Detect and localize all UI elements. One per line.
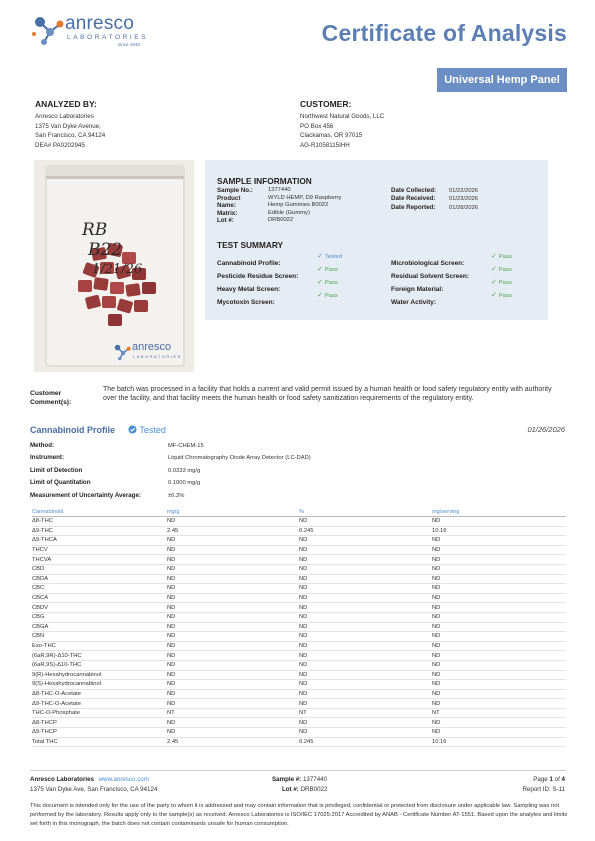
table-row bbox=[32, 526, 566, 536]
table-cell: ND bbox=[299, 612, 432, 622]
table-row bbox=[32, 584, 566, 594]
check-circle-icon: ✓ bbox=[317, 253, 323, 260]
table-cell: CBC bbox=[32, 584, 167, 594]
customer-line: Clackamas, OR 97015 bbox=[300, 132, 363, 140]
footer-lab-name: Anresco Laboratories bbox=[30, 776, 94, 783]
status-text: Pass bbox=[324, 267, 338, 273]
table-cell: ND bbox=[299, 564, 432, 574]
cannabinoid-profile-title: Cannabinoid Profile bbox=[30, 425, 116, 435]
table-row bbox=[32, 737, 566, 747]
customer-heading: CUSTOMER: bbox=[300, 99, 352, 109]
table-cell: ND bbox=[299, 545, 432, 555]
table-cell: Δ9-THC-O-Acetate bbox=[32, 699, 167, 709]
watermark-molecule-icon bbox=[112, 342, 132, 362]
tested-text: Tested bbox=[139, 425, 166, 435]
date-reported-label: Date Reported: bbox=[391, 203, 436, 211]
footer-website-link[interactable]: www.anresco.com bbox=[98, 776, 149, 783]
document-title: Certificate of Analysis bbox=[321, 20, 567, 46]
check-icon: ✓ bbox=[317, 266, 323, 273]
table-row bbox=[32, 536, 566, 546]
panel-badge: Universal Hemp Panel bbox=[437, 68, 567, 92]
test-label: Cannabinoid Profile: bbox=[217, 260, 281, 267]
footer-lot-label: Lot #: bbox=[282, 786, 299, 793]
table-cell: ND bbox=[167, 660, 299, 670]
table-row bbox=[32, 708, 566, 718]
table-cell: ND bbox=[167, 622, 299, 632]
lot-value: DRB0022 bbox=[268, 217, 294, 224]
table-row bbox=[32, 564, 566, 574]
test-summary-row bbox=[391, 252, 541, 265]
table-cell: ND bbox=[167, 593, 299, 603]
table-row bbox=[32, 718, 566, 728]
table-cell: ND bbox=[432, 536, 566, 546]
table-cell: ND bbox=[299, 660, 432, 670]
table-cell: CBD bbox=[32, 564, 167, 574]
table-cell: NT bbox=[167, 708, 299, 718]
test-status bbox=[317, 252, 342, 260]
customer-line: PO Box 456 bbox=[300, 122, 334, 130]
method-label: Method: bbox=[30, 442, 55, 449]
table-cell: ND bbox=[432, 564, 566, 574]
table-cell: ND bbox=[432, 632, 566, 642]
sample-no-value: 1377440 bbox=[268, 187, 291, 193]
customer-block bbox=[300, 99, 500, 150]
table-cell: (6aR,9R)-Δ10-THC bbox=[32, 651, 167, 661]
table-cell: ND bbox=[299, 555, 432, 565]
table-cell: THCV bbox=[32, 545, 167, 555]
name-value: Hemp Gummies B0022 bbox=[268, 202, 329, 209]
footer-page bbox=[533, 776, 565, 783]
test-summary-row bbox=[391, 291, 541, 304]
table-cell: ND bbox=[432, 641, 566, 651]
table-cell: THCVA bbox=[32, 555, 167, 565]
sample-info-values bbox=[268, 187, 341, 225]
table-row bbox=[32, 622, 566, 632]
table-cell: Δ9-THCA bbox=[32, 536, 167, 546]
footer-lot bbox=[282, 786, 327, 793]
customer-comments-label: Customer Comment(s): bbox=[30, 390, 72, 406]
table-cell: ND bbox=[432, 651, 566, 661]
logo-molecule-icon bbox=[30, 12, 66, 48]
table-cell: ND bbox=[299, 593, 432, 603]
status-text: Pass bbox=[498, 254, 512, 260]
table-cell: Δ8-THC-O-Acetate bbox=[32, 689, 167, 699]
footer-sample bbox=[272, 776, 327, 783]
analyzed-by-block bbox=[35, 99, 235, 150]
table-cell: ND bbox=[167, 728, 299, 738]
status-text: Pass bbox=[498, 293, 512, 299]
table-cell: ND bbox=[167, 517, 299, 527]
test-summary-left bbox=[217, 252, 387, 304]
handwriting-line: 1/21/26 bbox=[92, 262, 143, 277]
test-label: Heavy Metal Screen: bbox=[217, 286, 281, 293]
mu-value: ±6.3% bbox=[168, 492, 185, 499]
customer-line: Northwest Natural Goods, LLC bbox=[300, 113, 385, 120]
status-text: Pass bbox=[324, 293, 338, 299]
logo-wordmark: anresco bbox=[65, 13, 134, 34]
table-cell: CBDV bbox=[32, 603, 167, 613]
table-cell: ND bbox=[299, 584, 432, 594]
table-cell: THC-O-Phosphate bbox=[32, 708, 167, 718]
table-cell: (6aR,9S)-Δ10-THC bbox=[32, 660, 167, 670]
table-cell: 9(R)-Hexahydrocannabinol bbox=[32, 670, 167, 680]
table-cell: ND bbox=[167, 718, 299, 728]
table-cell: ND bbox=[167, 612, 299, 622]
check-icon: ✓ bbox=[491, 266, 497, 273]
lod-label: Limit of Detection bbox=[30, 466, 83, 474]
table-cell: 9(S)-Hexahydrocannabinol bbox=[32, 680, 167, 690]
footer-divider bbox=[30, 770, 566, 771]
column-header: mg/g bbox=[167, 507, 299, 517]
table-cell: ND bbox=[299, 689, 432, 699]
column-header: % bbox=[299, 507, 432, 517]
status-text: Pass bbox=[324, 280, 338, 286]
instrument-value: Liquid Chromatography Diode Array Detector (LC-DAD) bbox=[168, 455, 311, 462]
table-cell: CBCA bbox=[32, 593, 167, 603]
page-total: 4 bbox=[561, 776, 565, 783]
test-summary-row bbox=[217, 291, 387, 304]
table-row bbox=[32, 670, 566, 680]
table-row bbox=[32, 555, 566, 565]
test-status bbox=[491, 252, 512, 260]
table-cell: ND bbox=[432, 689, 566, 699]
matrix-label: Matrix: bbox=[217, 209, 238, 217]
test-summary-row bbox=[217, 265, 387, 278]
table-cell: Δ8-THC bbox=[32, 517, 167, 527]
loq-label: Limit of Quantitation bbox=[30, 479, 91, 487]
table-cell: ND bbox=[432, 574, 566, 584]
table-cell: ND bbox=[432, 517, 566, 527]
date-received-value: 01/23/2026 bbox=[449, 196, 479, 203]
customer-comments-text: The batch was processed in a facility that holds a current and valid permit issued by a human health or food safety regulatory entity with authority over the facility, and that facility meets the human health or food safety sanitization requirements of the regulatory entity. bbox=[103, 386, 552, 403]
test-status bbox=[317, 265, 338, 273]
table-cell: ND bbox=[299, 574, 432, 584]
test-summary-row bbox=[391, 265, 541, 278]
footer-lab bbox=[30, 776, 149, 783]
table-row bbox=[32, 680, 566, 690]
method-value: MF-CHEM-15 bbox=[168, 443, 204, 449]
page-number: 1 bbox=[549, 776, 553, 783]
table-cell: ND bbox=[299, 641, 432, 651]
instrument-label: Instrument: bbox=[30, 454, 65, 462]
status-text: Pass bbox=[498, 280, 512, 286]
photo-watermark-logo bbox=[112, 340, 190, 366]
test-label: Water Activity: bbox=[391, 299, 437, 306]
logo-since: since 1943 bbox=[118, 42, 140, 47]
table-cell: 10.16 bbox=[432, 737, 566, 747]
table-cell: ND bbox=[299, 670, 432, 680]
cannabinoid-results-table bbox=[32, 507, 566, 747]
watermark-sub: LABORATORIES bbox=[133, 354, 182, 359]
handwriting-line: RB bbox=[82, 220, 108, 240]
table-cell: ND bbox=[167, 651, 299, 661]
test-label: Pesticide Residue Screen: bbox=[217, 273, 299, 280]
table-cell: ND bbox=[432, 728, 566, 738]
table-cell: ND bbox=[432, 718, 566, 728]
table-cell: ND bbox=[299, 536, 432, 546]
test-summary-right bbox=[391, 252, 541, 304]
check-icon: ✓ bbox=[317, 279, 323, 286]
table-row bbox=[32, 641, 566, 651]
status-text: Tested bbox=[324, 254, 342, 260]
table-row bbox=[32, 593, 566, 603]
table-row bbox=[32, 545, 566, 555]
table-cell: ND bbox=[167, 632, 299, 642]
page-prefix: Page bbox=[533, 776, 548, 783]
method-labels bbox=[30, 440, 141, 502]
footer-sample-label: Sample #: bbox=[272, 776, 302, 783]
table-cell: NT bbox=[299, 708, 432, 718]
table-cell: ND bbox=[432, 660, 566, 670]
date-reported-value: 01/28/2026 bbox=[449, 204, 479, 211]
footer-report-id: Report ID: S-11 bbox=[522, 786, 565, 793]
footer-lot-value: DRB0022 bbox=[300, 786, 328, 793]
table-cell: 2.45 bbox=[167, 737, 299, 747]
test-label: Microbiological Screen: bbox=[391, 260, 465, 267]
table-cell: ND bbox=[167, 536, 299, 546]
table-cell: ND bbox=[299, 699, 432, 709]
matrix-value: Edible (Gummy) bbox=[268, 209, 310, 216]
table-cell: CBGA bbox=[32, 622, 167, 632]
table-cell: 10.16 bbox=[432, 526, 566, 536]
table-cell: ND bbox=[167, 699, 299, 709]
lot-label: Lot #: bbox=[217, 217, 234, 225]
table-cell: 0.245 bbox=[299, 526, 432, 536]
footer-disclaimer: This document is intended only for the use of the party to whom it is addressed and may contain information that is privileged, confidential or protected from disclosure under applicable law. Sampling was not performed by the laboratory. Results apply only to the sample(s) as received. Anresco Laboratories is ISO/IEC 17025:2017 Accredited by ANAB - Certificate Number AT-1551. Based upon the analytes and limits set forth in this monograph, the batch does not contain contaminants unsafe for human consumption. bbox=[30, 803, 568, 827]
table-cell: ND bbox=[432, 545, 566, 555]
table-cell: ND bbox=[167, 641, 299, 651]
dates-values bbox=[449, 187, 478, 212]
test-status bbox=[491, 291, 512, 299]
table-cell: ND bbox=[167, 564, 299, 574]
table-cell: ND bbox=[299, 632, 432, 642]
bag-handwriting bbox=[82, 220, 142, 280]
test-label: Foreign Material: bbox=[391, 286, 444, 293]
table-cell: ND bbox=[167, 680, 299, 690]
table-cell: ND bbox=[167, 670, 299, 680]
sample-no-label: Sample No.: bbox=[217, 187, 253, 194]
analyzed-by-heading: ANALYZED BY: bbox=[35, 99, 97, 109]
test-summary-heading: TEST SUMMARY bbox=[217, 240, 284, 250]
sample-info-labels bbox=[217, 187, 253, 225]
analyzed-by-lines bbox=[35, 112, 235, 150]
table-cell: ND bbox=[299, 680, 432, 690]
product-label: Product bbox=[217, 194, 241, 202]
table-cell: ND bbox=[432, 584, 566, 594]
test-summary-row bbox=[217, 252, 387, 265]
page-of: of bbox=[554, 776, 560, 783]
product-value: WYLD HEMP, D9 Raspberry bbox=[268, 194, 342, 201]
date-received-label: Date Received: bbox=[391, 195, 436, 203]
watermark-word: anresco bbox=[132, 341, 172, 353]
table-row bbox=[32, 517, 566, 527]
analyzed-by-line: 1375 Van Dyke Avenue, bbox=[35, 122, 101, 130]
table-row bbox=[32, 660, 566, 670]
table-cell: ND bbox=[432, 670, 566, 680]
test-status bbox=[491, 265, 512, 273]
table-cell: Δ9-THC bbox=[32, 526, 167, 536]
test-label: Residual Solvent Screen: bbox=[391, 273, 470, 280]
table-cell: CBN bbox=[32, 632, 167, 642]
table-cell: ND bbox=[299, 603, 432, 613]
table-cell: 0.245 bbox=[299, 737, 432, 747]
table-cell: ND bbox=[432, 593, 566, 603]
table-row bbox=[32, 689, 566, 699]
table-row bbox=[32, 612, 566, 622]
table-header-row bbox=[32, 507, 566, 517]
table-cell: Δ8-THCP bbox=[32, 718, 167, 728]
table-cell: ND bbox=[299, 651, 432, 661]
table-row bbox=[32, 728, 566, 738]
table-cell: ND bbox=[299, 622, 432, 632]
footer-address: 1375 Van Dyke Ave, San Francisco, CA 94124 bbox=[30, 786, 158, 793]
profile-date: 01/26/2026 bbox=[527, 425, 565, 434]
table-cell: ND bbox=[167, 574, 299, 584]
table-cell: ND bbox=[167, 584, 299, 594]
customer-line: AG-R1058115IHH bbox=[300, 141, 350, 149]
test-label: Mycotoxin Screen: bbox=[217, 299, 275, 306]
mu-label: Measurement of Uncertainty Average: bbox=[30, 491, 141, 499]
table-cell: CBG bbox=[32, 612, 167, 622]
column-header: Cannabinoid bbox=[32, 507, 167, 517]
table-cell: Total THC bbox=[32, 737, 167, 747]
analyzed-by-line: San Francisco, CA 94124 bbox=[35, 132, 106, 140]
table-row bbox=[32, 651, 566, 661]
table-row bbox=[32, 603, 566, 613]
table-cell: ND bbox=[167, 555, 299, 565]
table-cell: CBDA bbox=[32, 574, 167, 584]
table-cell: ND bbox=[299, 718, 432, 728]
table-cell: ND bbox=[432, 680, 566, 690]
tested-badge bbox=[128, 425, 166, 435]
check-icon: ✓ bbox=[491, 292, 497, 299]
test-status bbox=[491, 278, 512, 286]
loq-value: 0.1000 mg/g bbox=[168, 480, 201, 487]
table-cell: ND bbox=[432, 612, 566, 622]
table-cell: Δ9-THCP bbox=[32, 728, 167, 738]
method-values bbox=[168, 440, 311, 502]
check-badge-icon bbox=[128, 425, 137, 434]
test-summary-row bbox=[217, 278, 387, 291]
table-cell: ND bbox=[432, 555, 566, 565]
dates-labels bbox=[391, 187, 436, 212]
table-cell: ND bbox=[167, 603, 299, 613]
column-header: mg/serving bbox=[432, 507, 566, 517]
table-body bbox=[32, 517, 566, 747]
table-row bbox=[32, 632, 566, 642]
name-label: Name: bbox=[217, 202, 236, 210]
date-collected-label: Date Collected: bbox=[391, 187, 437, 194]
test-status bbox=[317, 278, 338, 286]
check-icon: ✓ bbox=[317, 292, 323, 299]
analyzed-by-line: DEA# PA0202945 bbox=[35, 141, 85, 149]
date-collected-value: 01/22/2026 bbox=[449, 188, 479, 194]
table-cell: NT bbox=[432, 708, 566, 718]
table-cell: ND bbox=[432, 622, 566, 632]
check-icon: ✓ bbox=[491, 279, 497, 286]
sample-photo bbox=[34, 160, 194, 372]
sample-information-box bbox=[205, 160, 548, 320]
table-cell: Exo-THC bbox=[32, 641, 167, 651]
table-cell: ND bbox=[432, 699, 566, 709]
logo-subtitle: LABORATORIES bbox=[67, 34, 149, 41]
company-logo bbox=[30, 12, 160, 48]
test-status bbox=[317, 291, 338, 299]
check-icon: ✓ bbox=[491, 253, 497, 260]
table-cell: ND bbox=[299, 728, 432, 738]
sample-info-heading: SAMPLE INFORMATION bbox=[217, 176, 312, 186]
lod-value: 0.0333 mg/g bbox=[168, 467, 201, 474]
table-cell: ND bbox=[299, 517, 432, 527]
table-row bbox=[32, 699, 566, 709]
handwriting-line: B22 bbox=[88, 240, 123, 260]
table-cell: 2.45 bbox=[167, 526, 299, 536]
footer-sample-value: 1377440 bbox=[302, 776, 328, 783]
table-row bbox=[32, 574, 566, 584]
table-cell: ND bbox=[167, 545, 299, 555]
status-text: Pass bbox=[498, 267, 512, 273]
table-cell: ND bbox=[167, 689, 299, 699]
analyzed-by-line: Anresco Laboratories bbox=[35, 113, 94, 120]
table-cell: ND bbox=[432, 603, 566, 613]
test-summary-row bbox=[391, 278, 541, 291]
customer-lines bbox=[300, 112, 500, 150]
